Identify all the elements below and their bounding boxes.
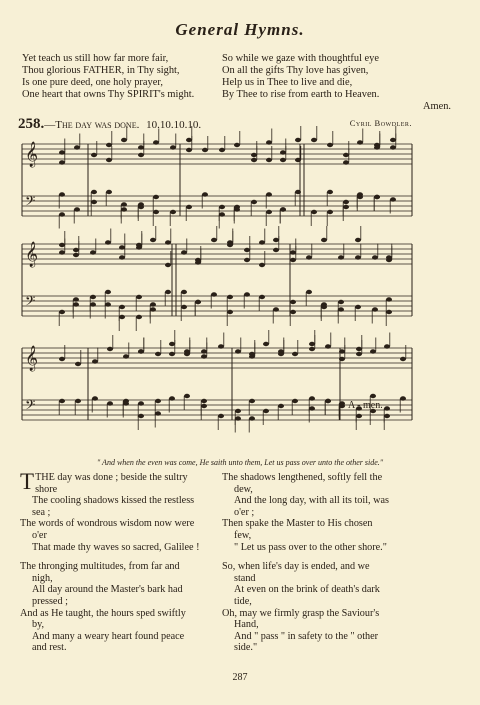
note-head [202,148,208,152]
note-head [195,300,201,304]
note-head [119,315,125,319]
note-head [184,394,190,398]
note-head [106,158,112,162]
note-head [400,396,406,400]
note-head [390,145,396,149]
note-head [73,302,79,306]
note-head [170,145,176,149]
verse-line: Then spake the Master to His chosen [222,518,373,530]
note-head [59,399,65,403]
verse-line: And " pass " in safety to the " other [234,630,379,642]
note-head [325,399,331,403]
hymn-number: 258. [18,116,45,132]
note-head [290,258,296,262]
amen-label: A - men. [348,400,383,411]
note-head [235,409,241,413]
verse-4 [222,561,442,654]
treble-clef: 𝄞 [25,242,39,267]
hymn-meter: 10.10.10.10. [146,119,202,131]
verse-line: tide, [234,595,252,607]
note-head [343,160,349,164]
hymn-title: —The day was done. [44,119,140,131]
note-head [227,295,233,299]
bass-clef: 𝄢 [25,397,36,416]
note-head [295,158,301,162]
note-head [263,342,269,346]
note-head [244,258,250,262]
note-head [211,238,217,242]
note-head [249,416,255,420]
note-head [119,305,125,309]
prev-right-1: So while we gaze with thoughtful eye [222,53,379,64]
verse-line: Hand, [234,619,259,631]
note-head [311,210,317,214]
note-head [123,354,129,358]
verse-2 [20,561,220,654]
note-head [295,138,301,142]
music-score [0,126,480,456]
verse-1 [20,469,220,553]
note-head [386,258,392,262]
note-head [321,305,327,309]
note-head [107,401,113,405]
note-head [249,352,255,356]
note-head [90,295,96,299]
note-head [201,404,207,408]
note-head [170,210,176,214]
staff-lines [22,144,412,420]
note-head [169,396,175,400]
note-head [278,352,284,356]
verse-line: The shadows lengthened, softly fell the [222,472,383,483]
note-head [327,210,333,214]
verse-line: " Let us pass over to the other shore." [234,541,387,553]
note-head [390,197,396,201]
note-head [249,399,255,403]
note-head [244,292,250,296]
note-head [355,255,361,259]
note-head [219,212,225,216]
note-head [234,205,240,209]
note-head [357,140,363,144]
prev-right-3: Help us in Thee to live and die, [222,77,353,88]
note-head [386,310,392,314]
note-head [59,250,65,254]
note-head [309,342,315,346]
note-head [338,255,344,259]
prev-left-1: Yet teach us still how far more fair, [22,53,169,64]
note-head [251,158,257,162]
note-head [153,140,159,144]
note-head [155,352,161,356]
note-head [59,192,65,196]
verses-left-column [20,469,220,654]
treble-clef: 𝄞 [25,142,39,167]
note-head [75,399,81,403]
note-head [90,302,96,306]
note-head [136,315,142,319]
note-head [138,349,144,353]
note-head [309,396,315,400]
note-head [59,150,65,154]
note-head [73,253,79,257]
note-head [273,307,279,311]
note-head [119,245,125,249]
note-head [309,347,315,351]
bass-clef: 𝄢 [25,293,36,312]
note-head [321,238,327,242]
verse-line: That made thy waves so sacred, Galilee ! [32,541,200,553]
note-head [370,394,376,398]
note-head [259,263,265,267]
hymn-author: Cyril Bowdler. [349,118,412,128]
note-head [202,192,208,196]
prev-right-4: By Thee to rise from earth to Heaven. [222,89,380,100]
note-head [338,307,344,311]
note-head [273,238,279,242]
note-head [150,238,156,242]
prev-left-2: Thou glorious FATHER, in Thy sight, [22,65,180,76]
note-head [73,248,79,252]
prev-amen: Amen. [423,101,451,112]
note-head [165,263,171,267]
verse-line: o'er [32,529,47,541]
note-head [92,396,98,400]
note-head [343,153,349,157]
note-head [59,212,65,216]
note-head [59,160,65,164]
note-head [186,148,192,152]
note-head [75,362,81,366]
treble-clef: 𝄞 [25,346,39,371]
note-head [123,401,129,405]
note-head [184,352,190,356]
note-head [259,295,265,299]
note-head [372,255,378,259]
verse-line: And as He taught, the hours sped swiftly [20,607,186,619]
verse-line: The thronging multitudes, from far and [20,561,180,573]
note-head [311,138,317,142]
note-head [106,143,112,147]
note-head [169,352,175,356]
verse-line: nigh, [32,572,53,584]
note-head [278,404,284,408]
note-head [73,297,79,301]
note-head [234,143,240,147]
note-head [372,307,378,311]
note-head [290,300,296,304]
note-head [150,307,156,311]
note-head [105,302,111,306]
note-head [263,409,269,413]
verses-right-column [222,472,442,654]
note-head [59,310,65,314]
note-head [266,158,272,162]
verse-line: THE day was done ; beside the sultry [35,472,188,483]
verse-line: The words of wondrous wisdom now were [20,518,195,530]
note-head [74,145,80,149]
note-head [292,399,298,403]
page-header: General Hymns. [175,20,305,39]
note-head [201,354,207,358]
note-head [91,190,97,194]
note-head [107,347,113,351]
note-head [165,240,171,244]
note-head [90,250,96,254]
note-head [59,243,65,247]
verse-line: sea ; [32,506,51,518]
verse-line: side." [234,642,258,654]
note-head [244,248,250,252]
note-head [338,300,344,304]
verse-line: dew, [234,483,253,495]
note-head [74,207,80,211]
note-head [181,250,187,254]
note-head [138,414,144,418]
note-head [355,305,361,309]
verse-line: And many a weary heart found peace [32,630,185,642]
bass-clef: 𝄢 [25,193,36,212]
verse-line: At even on the brink of death's dark [234,584,380,596]
note-head [343,200,349,204]
note-head [169,342,175,346]
note-head [165,290,171,294]
note-head [201,399,207,403]
verse-line: o'er ; [234,506,255,518]
note-head [327,190,333,194]
note-head [306,290,312,294]
note-head [121,202,127,206]
note-head [251,200,257,204]
note-head [374,195,380,199]
verse-line: shore [35,483,58,495]
note-head [218,344,224,348]
note-head [374,145,380,149]
note-head [105,240,111,244]
note-head [339,349,345,353]
note-head [327,143,333,147]
note-head [138,153,144,157]
note-head [155,411,161,415]
note-head [306,255,312,259]
note-head [339,401,345,405]
note-head [370,349,376,353]
note-head [186,138,192,142]
note-head [136,243,142,247]
drop-cap: T [20,469,35,494]
note-head [227,310,233,314]
note-head [290,250,296,254]
note-head [356,352,362,356]
note-head [201,349,207,353]
note-head [339,357,345,361]
prev-right-2: On all the gifts Thy love has given, [222,65,369,76]
note-head [227,243,233,247]
note-head [251,153,257,157]
note-head [325,344,331,348]
note-head [292,352,298,356]
verse-line: stand [234,572,256,584]
note-head [186,205,192,209]
note-head [386,297,392,301]
note-head [181,305,187,309]
verse-line: And the long day, with all its toil, was [234,495,389,507]
verse-line: few, [234,529,252,541]
verse-line: All day around the Master's bark had [32,584,183,596]
note-head [384,414,390,418]
note-head [280,158,286,162]
note-head [259,240,265,244]
note-head [91,153,97,157]
clef-symbols [25,141,38,416]
prev-left-4: One heart that owns Thy SPIRIT's might. [22,89,195,100]
note-head [266,210,272,214]
verse-line: The cooling shadows kissed the restless [32,495,195,507]
note-head [355,238,361,242]
note-head [266,192,272,196]
note-head [181,290,187,294]
note-head [356,414,362,418]
note-head [235,416,241,420]
page-number: 287 [232,672,248,683]
note-head [384,344,390,348]
note-head [400,357,406,361]
note-head [235,349,241,353]
note-head [343,205,349,209]
scripture-caption: " And when the even was come, He saith unto them, Let us pass over unto the other side." [96,458,384,467]
note-head [150,302,156,306]
note-head [290,310,296,314]
note-head [219,205,225,209]
note-head [91,200,97,204]
note-head [309,406,315,410]
note-head [195,260,201,264]
verse-line: by, [32,619,45,631]
note-head [138,205,144,209]
note-head [384,406,390,410]
note-head [219,148,225,152]
note-head [92,359,98,363]
verse-line: and rest. [32,642,67,654]
note-head [280,150,286,154]
note-head [390,138,396,142]
note-head [121,138,127,142]
note-head [357,195,363,199]
verse-line: Oh, may we firmly grasp the Saviour's [222,607,380,619]
note-head [138,145,144,149]
note-head [280,207,286,211]
note-head [218,414,224,418]
note-head [153,195,159,199]
note-head [153,210,159,214]
verse-line: pressed ; [32,595,68,607]
note-head [119,255,125,259]
note-head [356,347,362,351]
bar-lines [22,144,412,420]
note-head [138,401,144,405]
note-head [266,140,272,144]
note-head [105,290,111,294]
note-head [136,295,142,299]
verse-line: So, when life's day is ended, and we [222,561,370,573]
verse-3 [222,472,442,553]
note-head [106,190,112,194]
note-head [211,292,217,296]
note-head [295,190,301,194]
note-head [121,207,127,211]
prev-left-3: Is one pure deed, one holy prayer, [22,77,163,88]
note-head [155,399,161,403]
note-head [273,248,279,252]
note-head [59,357,65,361]
